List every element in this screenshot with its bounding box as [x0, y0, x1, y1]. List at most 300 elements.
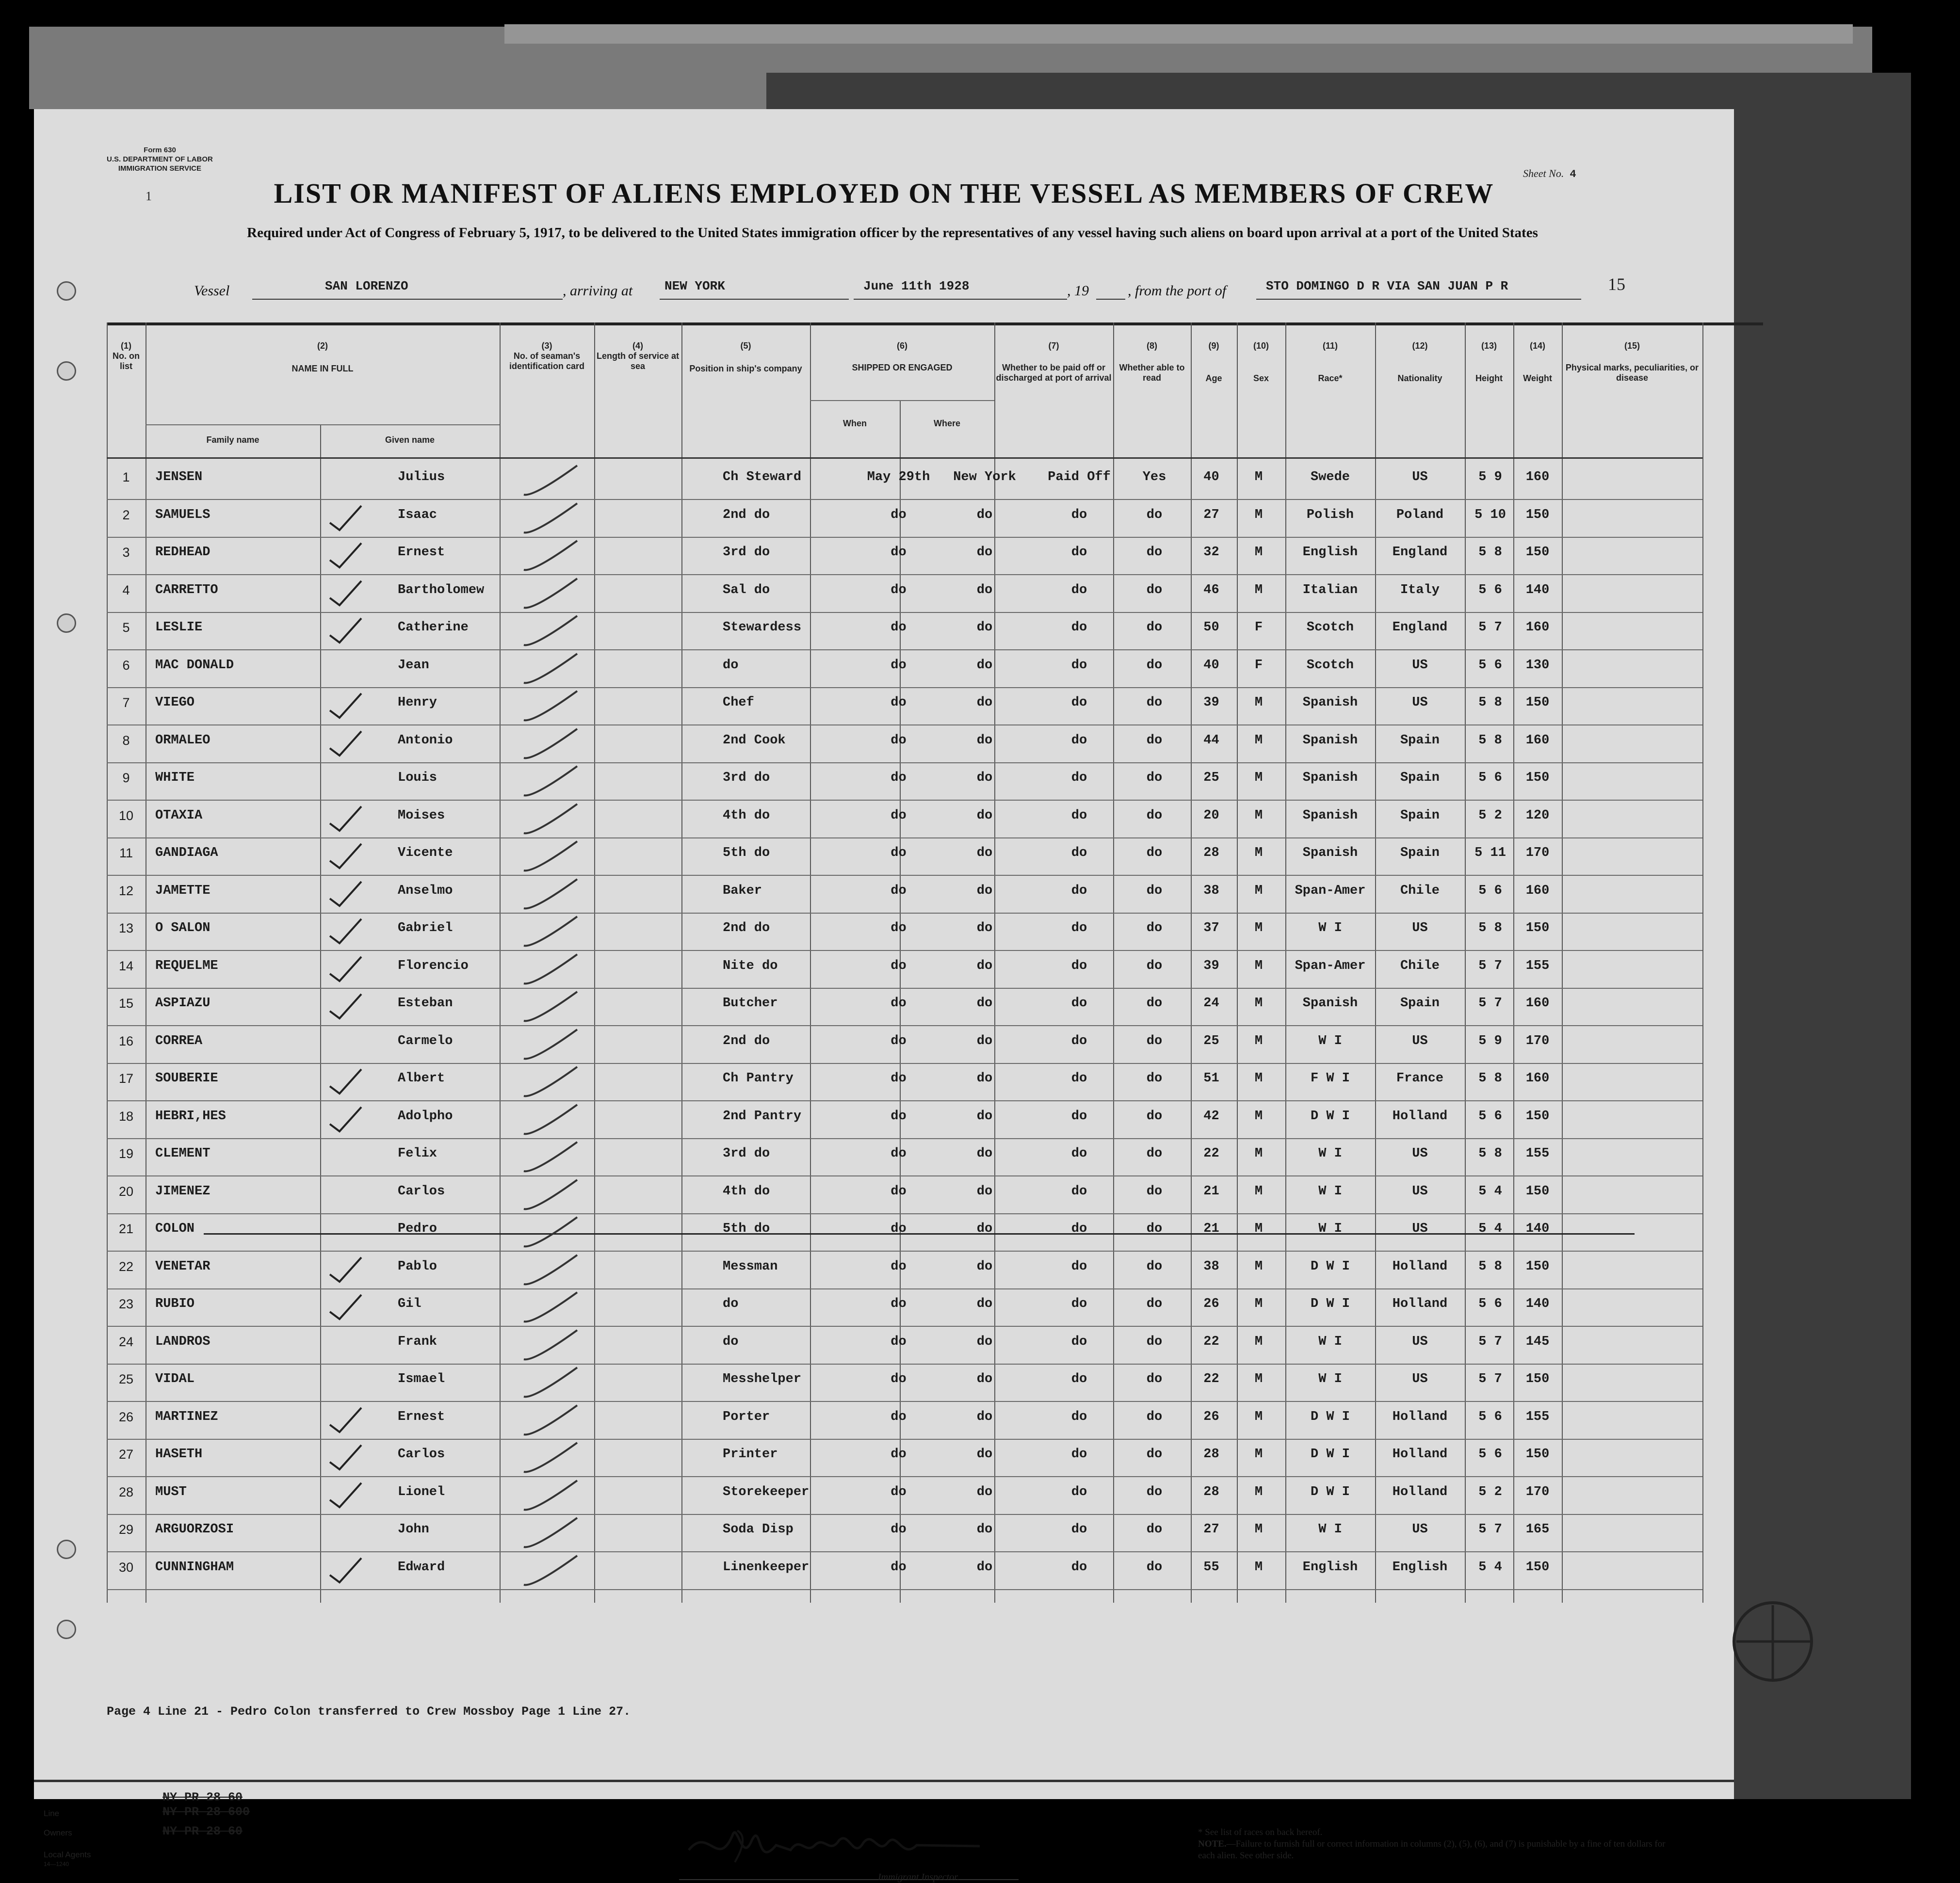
cell-when: do	[891, 1146, 907, 1161]
cell-where: do	[976, 958, 993, 973]
cell-family: WHITE	[155, 771, 195, 785]
name-checkmark	[325, 1553, 369, 1590]
cell-weight: 150	[1525, 695, 1550, 710]
cell-read: do	[1146, 1222, 1163, 1236]
cell-race: D W I	[1310, 1409, 1350, 1424]
table-row	[107, 1515, 1702, 1553]
cell-family: CUNNINGHAM	[155, 1560, 234, 1575]
name-checkmark	[325, 538, 369, 575]
name-checkmark	[325, 613, 369, 650]
cell-position: do	[723, 1334, 739, 1349]
cell-height: 5 6	[1478, 1409, 1502, 1424]
cell-where: do	[976, 507, 993, 522]
cell-where: do	[976, 620, 993, 635]
name-checkmark	[325, 1440, 369, 1477]
cell-position: Chef	[723, 695, 754, 710]
cell-no: 3	[122, 545, 130, 560]
cell-when: do	[891, 1297, 907, 1311]
cell-nat: US	[1412, 470, 1428, 484]
cell-sex: M	[1254, 1146, 1263, 1161]
cell-sex: M	[1254, 1259, 1263, 1274]
cell-no: 20	[118, 1184, 134, 1199]
cell-height: 5 8	[1478, 1259, 1502, 1274]
cell-read: do	[1146, 545, 1163, 560]
cell-where: do	[976, 1447, 993, 1462]
cell-given: Gil	[398, 1297, 421, 1311]
cell-paid: do	[1071, 695, 1087, 710]
name-checkmark	[325, 689, 369, 725]
cell-family: CORREA	[155, 1033, 203, 1048]
cell-no: 6	[122, 658, 130, 673]
cell-no: 12	[118, 883, 134, 898]
cell-no: 19	[118, 1146, 134, 1161]
card-checkmark	[519, 802, 587, 838]
cell-sex: M	[1254, 1334, 1263, 1349]
cell-age: 38	[1203, 1259, 1219, 1274]
cell-weight: 155	[1525, 1409, 1550, 1424]
line-stamp: NY PR 28 600	[162, 1805, 250, 1819]
cell-given: Bartholomew	[398, 582, 485, 597]
cell-sex: M	[1254, 1033, 1263, 1048]
cell-no: 23	[118, 1297, 134, 1311]
cell-height: 5 6	[1478, 771, 1502, 785]
table-row	[107, 1440, 1702, 1478]
cell-age: 21	[1203, 1184, 1219, 1199]
cell-no: 1	[122, 470, 130, 484]
cell-read: do	[1146, 958, 1163, 973]
cell-height: 5 8	[1478, 545, 1502, 560]
cell-weight: 170	[1525, 846, 1550, 860]
card-checkmark	[519, 1140, 587, 1176]
cell-paid: do	[1071, 1297, 1087, 1311]
name-checkmark	[325, 839, 369, 875]
cell-sex: M	[1254, 545, 1263, 560]
cell-given: Ernest	[398, 1409, 445, 1424]
cell-weight: 160	[1525, 620, 1550, 635]
cell-position: 2nd Pantry	[723, 1109, 802, 1124]
table-row	[107, 914, 1702, 951]
col-card-header: (3) No. of seaman's identification card	[509, 341, 585, 371]
cell-race: Span-Amer	[1295, 958, 1366, 973]
cell-height: 5 4	[1478, 1222, 1502, 1236]
col-name-header: (2) NAME IN FULL	[292, 341, 354, 373]
cell-given: Ernest	[398, 545, 445, 560]
cell-sex: M	[1254, 808, 1263, 823]
cell-family: MUST	[155, 1484, 187, 1499]
col-read-header: (8) Whether able to read	[1119, 341, 1185, 383]
cell-weight: 150	[1525, 1109, 1550, 1124]
cell-position: Storekeeper	[723, 1484, 810, 1499]
cell-height: 5 2	[1478, 808, 1502, 823]
table-row	[107, 1140, 1702, 1177]
card-checkmark	[519, 1553, 587, 1590]
cell-race: D W I	[1310, 1484, 1350, 1499]
col-sex-header: (10) Sex	[1253, 341, 1269, 383]
cell-position: Baker	[723, 883, 762, 898]
cell-sex: M	[1254, 1071, 1263, 1086]
cell-paid: Paid Off	[1048, 470, 1111, 484]
cell-paid: do	[1071, 1334, 1087, 1349]
cell-nat: Spain	[1400, 846, 1440, 860]
cell-no: 25	[118, 1372, 134, 1386]
cell-family: O SALON	[155, 921, 211, 935]
cell-race: W I	[1318, 1146, 1342, 1161]
cell-position: 4th do	[723, 808, 770, 823]
cell-no: 8	[122, 733, 130, 748]
cell-weight: 165	[1525, 1522, 1550, 1537]
cell-no: 2	[122, 507, 130, 522]
cell-weight: 150	[1525, 1447, 1550, 1462]
cell-race: W I	[1318, 1334, 1342, 1349]
cell-race: Italian	[1302, 582, 1358, 597]
cell-paid: do	[1071, 1484, 1087, 1499]
cell-given: Carlos	[398, 1447, 445, 1462]
cell-sex: M	[1254, 883, 1263, 898]
card-checkmark	[519, 689, 587, 725]
cell-where: New York	[953, 470, 1016, 484]
cell-position: Linenkeeper	[723, 1560, 810, 1575]
cell-weight: 150	[1525, 771, 1550, 785]
cell-weight: 155	[1525, 1146, 1550, 1161]
cell-height: 5 6	[1478, 1297, 1502, 1311]
cell-given: Frank	[398, 1334, 437, 1349]
cell-nat: US	[1412, 695, 1428, 710]
cell-position: 5th do	[723, 846, 770, 860]
cell-where: do	[976, 1409, 993, 1424]
cell-sex: M	[1254, 470, 1263, 484]
cell-where: do	[976, 808, 993, 823]
card-checkmark	[519, 952, 587, 988]
cell-sex: F	[1254, 658, 1263, 673]
cell-where: do	[976, 695, 993, 710]
arriving-label: , arriving at	[563, 283, 633, 299]
cell-no: 7	[122, 695, 130, 710]
cell-when: do	[891, 771, 907, 785]
agents-code: 14—1240	[44, 1861, 69, 1867]
cell-nat: Holland	[1392, 1484, 1448, 1499]
table-row	[107, 689, 1702, 726]
binder-hole	[57, 613, 76, 633]
cell-race: D W I	[1310, 1447, 1350, 1462]
owners-label: Owners	[44, 1828, 72, 1837]
cell-given: Antonio	[398, 733, 453, 748]
line-label: Line	[44, 1809, 60, 1818]
cell-height: 5 8	[1478, 1146, 1502, 1161]
cell-when: do	[891, 1071, 907, 1086]
cell-family: RUBIO	[155, 1297, 195, 1311]
cell-when: do	[891, 658, 907, 673]
cell-when: do	[891, 1222, 907, 1236]
voyage-info	[34, 279, 1734, 308]
cell-family: MARTINEZ	[155, 1409, 218, 1424]
cell-race: W I	[1318, 1033, 1342, 1048]
cell-when: do	[891, 1259, 907, 1274]
cell-family: SAMUELS	[155, 507, 211, 522]
cell-read: do	[1146, 1372, 1163, 1386]
cell-sex: M	[1254, 921, 1263, 935]
cell-given: Ismael	[398, 1372, 445, 1386]
card-checkmark	[519, 1215, 587, 1251]
cell-nat: US	[1412, 1146, 1428, 1161]
cell-when: do	[891, 545, 907, 560]
cell-nat: Spain	[1400, 996, 1440, 1011]
cell-given: Carmelo	[398, 1033, 453, 1048]
cell-age: 25	[1203, 1033, 1219, 1048]
cell-sex: M	[1254, 733, 1263, 748]
cell-height: 5 8	[1478, 1071, 1502, 1086]
cell-paid: do	[1071, 1372, 1087, 1386]
cell-no: 15	[118, 996, 134, 1011]
cell-when: do	[891, 1184, 907, 1199]
card-checkmark	[519, 1290, 587, 1326]
cell-sex: M	[1254, 695, 1263, 710]
name-checkmark	[325, 1102, 369, 1139]
card-checkmark	[519, 1177, 587, 1214]
table-row	[107, 1478, 1702, 1515]
card-checkmark	[519, 1102, 587, 1139]
cell-no: 24	[118, 1334, 134, 1349]
card-checkmark	[519, 914, 587, 950]
cell-race: Spanish	[1302, 996, 1358, 1011]
card-checkmark	[519, 1253, 587, 1289]
cell-age: 25	[1203, 771, 1219, 785]
cell-race: D W I	[1310, 1297, 1350, 1311]
cell-weight: 130	[1525, 658, 1550, 673]
cell-given: Julius	[398, 470, 445, 484]
cell-sex: M	[1254, 958, 1263, 973]
cell-weight: 140	[1525, 1222, 1550, 1236]
cell-where: do	[976, 658, 993, 673]
cell-family: MAC DONALD	[155, 658, 234, 673]
fine-note: NOTE.—Failure to furnish full or correct information in columns (2), (5), (6), and (7) is punishable by a fine of ten dollars for each alien. See other side.	[1198, 1839, 1666, 1861]
cell-race: W I	[1318, 1222, 1342, 1236]
cell-where: do	[976, 1146, 993, 1161]
cell-read: do	[1146, 1071, 1163, 1086]
cell-paid: do	[1071, 658, 1087, 673]
cell-sex: M	[1254, 507, 1263, 522]
card-checkmark	[519, 651, 587, 688]
sheet-number-value: 4	[1570, 168, 1576, 180]
cell-age: 22	[1203, 1372, 1219, 1386]
cell-age: 46	[1203, 582, 1219, 597]
card-checkmark	[519, 877, 587, 913]
cell-position: 4th do	[723, 1184, 770, 1199]
cell-family: JENSEN	[155, 470, 203, 484]
table-row	[107, 613, 1702, 651]
cell-nat: Spain	[1400, 733, 1440, 748]
cell-given: Felix	[398, 1146, 437, 1161]
card-checkmark	[519, 463, 587, 499]
arrival-date: June 11th 1928	[863, 279, 970, 293]
cell-race: W I	[1318, 1372, 1342, 1386]
cell-when: do	[891, 1109, 907, 1124]
cell-no: 18	[118, 1109, 134, 1124]
cell-paid: do	[1071, 996, 1087, 1011]
cell-given: Carlos	[398, 1184, 445, 1199]
cell-paid: do	[1071, 1109, 1087, 1124]
cell-paid: do	[1071, 1522, 1087, 1537]
cell-height: 5 10	[1474, 507, 1506, 522]
cell-position: 2nd do	[723, 507, 770, 522]
cell-read: do	[1146, 846, 1163, 860]
table-row	[107, 989, 1702, 1027]
card-checkmark	[519, 501, 587, 537]
cell-race: Scotch	[1306, 658, 1354, 673]
cell-given: Anselmo	[398, 883, 453, 898]
cell-position: 2nd do	[723, 921, 770, 935]
table-row	[107, 1328, 1702, 1365]
cell-when: do	[891, 996, 907, 1011]
cell-when: do	[891, 1334, 907, 1349]
cell-paid: do	[1071, 1033, 1087, 1048]
card-checkmark	[519, 1478, 587, 1514]
cell-race: Spanish	[1302, 733, 1358, 748]
cell-when: do	[891, 1484, 907, 1499]
cell-weight: 150	[1525, 507, 1550, 522]
cell-where: do	[976, 545, 993, 560]
cell-family: VIDAL	[155, 1372, 195, 1386]
cell-when: do	[891, 733, 907, 748]
cell-given: Adolpho	[398, 1109, 453, 1124]
cell-height: 5 7	[1478, 1372, 1502, 1386]
cell-when: do	[891, 582, 907, 597]
cell-paid: do	[1071, 620, 1087, 635]
cell-nat: Holland	[1392, 1259, 1448, 1274]
cell-paid: do	[1071, 1146, 1087, 1161]
table-row	[107, 802, 1702, 839]
cell-given: Moises	[398, 808, 445, 823]
cell-no: 26	[118, 1409, 134, 1424]
cell-weight: 150	[1525, 1560, 1550, 1575]
cell-race: Spanish	[1302, 808, 1358, 823]
cell-weight: 140	[1525, 1297, 1550, 1311]
cell-sex: M	[1254, 1297, 1263, 1311]
arrival-port: NEW YORK	[664, 279, 725, 293]
cell-nat: US	[1412, 1522, 1428, 1537]
cell-read: do	[1146, 1259, 1163, 1274]
cell-no: 21	[118, 1222, 134, 1236]
cell-nat: US	[1412, 1334, 1428, 1349]
table-row	[107, 1290, 1702, 1327]
cell-position: Messman	[723, 1259, 778, 1274]
cell-read: do	[1146, 1297, 1163, 1311]
cell-nat: US	[1412, 1033, 1428, 1048]
card-checkmark	[519, 726, 587, 763]
col-when-header: When	[843, 418, 867, 428]
name-checkmark	[325, 989, 369, 1026]
cell-family: CLEMENT	[155, 1146, 211, 1161]
cell-sex: M	[1254, 582, 1263, 597]
table-row	[107, 1102, 1702, 1140]
cell-nat: US	[1412, 921, 1428, 935]
cell-race: W I	[1318, 1522, 1342, 1537]
cell-read: do	[1146, 1109, 1163, 1124]
cell-race: Scotch	[1306, 620, 1354, 635]
cell-position: do	[723, 1297, 739, 1311]
table-row	[107, 1365, 1702, 1402]
card-checkmark	[519, 1515, 587, 1552]
agent-stamp: NY PR 28 60	[162, 1790, 243, 1804]
card-checkmark	[519, 839, 587, 875]
cell-race: Swede	[1310, 470, 1350, 484]
cell-paid: do	[1071, 1259, 1087, 1274]
name-checkmark	[325, 802, 369, 838]
cell-nat: Holland	[1392, 1297, 1448, 1311]
cell-weight: 150	[1525, 545, 1550, 560]
name-checkmark	[325, 1478, 369, 1514]
cell-paid: do	[1071, 1409, 1087, 1424]
cell-given: Esteban	[398, 996, 453, 1011]
cell-race: Span-Amer	[1295, 883, 1366, 898]
cell-no: 22	[118, 1259, 134, 1274]
owners-stamp: NY PR 28 60	[162, 1824, 243, 1838]
cell-when: do	[891, 1372, 907, 1386]
cell-family: LESLIE	[155, 620, 203, 635]
cell-where: do	[976, 1259, 993, 1274]
crew-table	[107, 322, 1724, 1666]
cell-weight: 160	[1525, 470, 1550, 484]
cell-nat: Spain	[1400, 808, 1440, 823]
cell-weight: 155	[1525, 958, 1550, 973]
table-row	[107, 877, 1702, 914]
col-given-name-header: Given name	[385, 435, 435, 445]
form-notes	[1198, 1827, 1673, 1862]
col-paid-header: (7) Whether to be paid off or discharged at port of arrival	[996, 341, 1112, 383]
cell-sex: M	[1254, 1222, 1263, 1236]
name-checkmark	[325, 1064, 369, 1101]
cell-nat: Holland	[1392, 1409, 1448, 1424]
cell-position: Butcher	[723, 996, 778, 1011]
cell-paid: do	[1071, 545, 1087, 560]
cell-read: do	[1146, 1484, 1163, 1499]
cell-given: Vicente	[398, 846, 453, 860]
table-row	[107, 1253, 1702, 1290]
cell-nat: English	[1392, 1560, 1448, 1575]
cell-position: Ch Pantry	[723, 1071, 794, 1086]
cell-no: 16	[118, 1033, 134, 1048]
card-checkmark	[519, 1027, 587, 1063]
cell-nat: England	[1392, 620, 1448, 635]
from-port-label: , from the port of	[1128, 283, 1227, 299]
cell-sex: M	[1254, 1484, 1263, 1499]
cell-when: do	[891, 620, 907, 635]
cell-when: do	[891, 507, 907, 522]
cell-family: JAMETTE	[155, 883, 211, 898]
cell-position: 5th do	[723, 1222, 770, 1236]
cell-race: D W I	[1310, 1109, 1350, 1124]
cell-weight: 120	[1525, 808, 1550, 823]
cell-age: 24	[1203, 996, 1219, 1011]
cell-position: Printer	[723, 1447, 778, 1462]
name-checkmark	[325, 952, 369, 988]
name-checkmark	[325, 501, 369, 537]
cell-age: 37	[1203, 921, 1219, 935]
cell-read: do	[1146, 771, 1163, 785]
cell-height: 5 6	[1478, 1109, 1502, 1124]
signature-line	[679, 1879, 1019, 1880]
cell-no: 27	[118, 1447, 134, 1462]
cell-no: 11	[119, 846, 133, 860]
cell-nat: Chile	[1400, 883, 1440, 898]
cell-weight: 160	[1525, 883, 1550, 898]
col-physical-header: (15) Physical marks, peculiarities, or disease	[1565, 341, 1699, 383]
cell-age: 26	[1203, 1409, 1219, 1424]
cell-position: 3rd do	[723, 545, 770, 560]
cell-when: do	[891, 1033, 907, 1048]
cell-where: do	[976, 733, 993, 748]
cell-read: do	[1146, 1409, 1163, 1424]
cell-paid: do	[1071, 771, 1087, 785]
